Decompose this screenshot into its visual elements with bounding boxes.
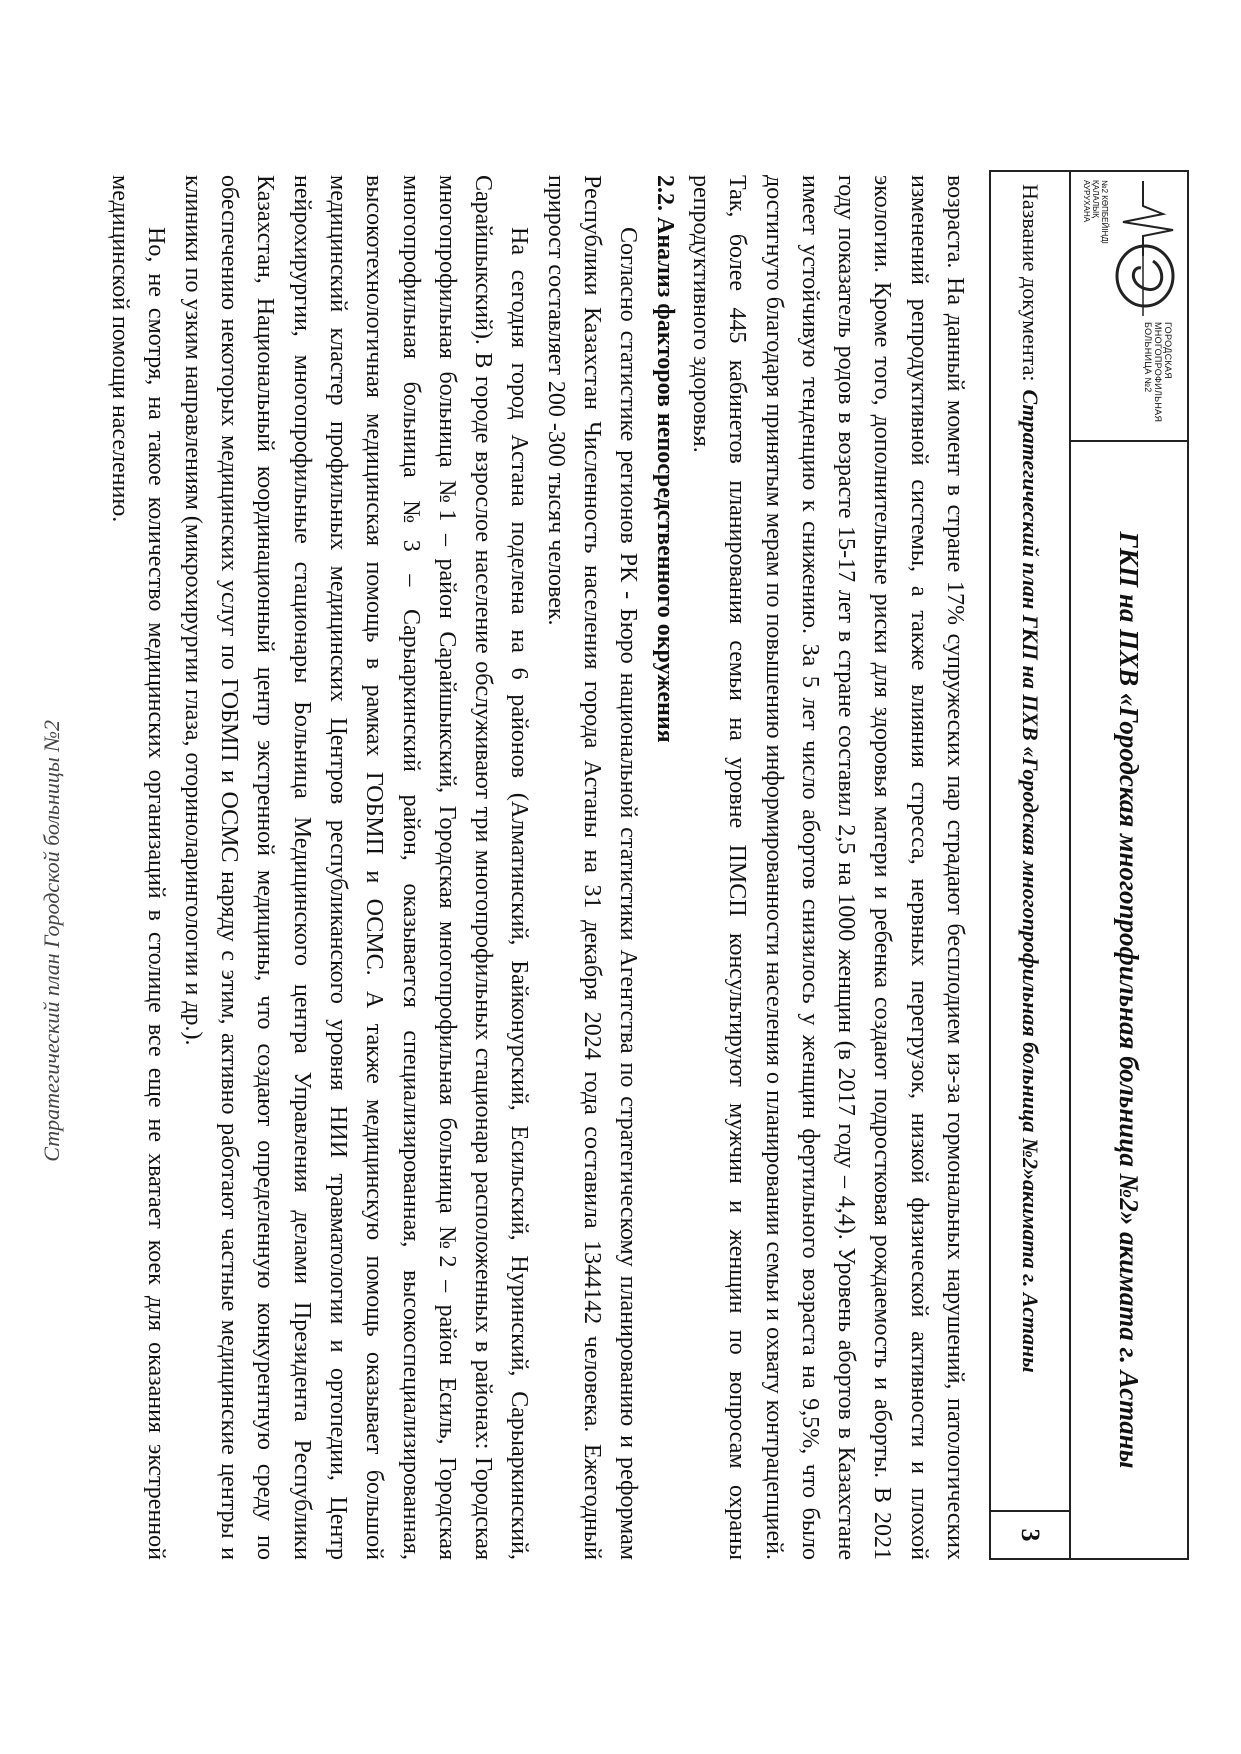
paragraph: Но, не смотря, на такое количество медицинских организаций в столице все еще не хватает коек для оказания экстренной медицинской помощи населению. <box>107 175 170 1560</box>
logo-cell <box>1069 172 1187 442</box>
header-title: ГКП на ПХВ «Городская многопрофильная больница №2» акимата г. Астаны <box>1069 442 1187 1558</box>
logo-text-ru: ГОРОДСКАЯ МНОГОПРОФИЛЬНАЯ БОЛЬНИЦА №2 <box>1143 322 1173 423</box>
hospital-logo-icon <box>1108 176 1183 321</box>
document-name-row <box>991 172 1069 1512</box>
logo-text-kz: №2 КӨПБЕЙІНДІ ҚАЛАЛЫҚ АУРУХАНА <box>1082 180 1109 244</box>
document-header <box>989 170 1189 1560</box>
page-footer: Стратегический план Городской больницы №2 <box>39 720 64 1162</box>
paragraph: возраста. На данный момент в стране 17% супружеских пар страдают бесплодием из-за гормональных нарушений, патологических изменений репродуктивной системы, а также влияния стресса, нервных перегрузок, низкой физической активности и плохой экологии. Кроме того, дополнительные риски для здоровья матери и ребенка создают подростковая рождаемость и аборты. В 2021 году показатель родов в возрасте 15-17 лет в стране составил 2,5 на 1000 женщин (в 2017 году – 4,4). Уровень абортов в Казахстане имеет устойчивую тенденцию к снижению. За 5 лет число абортов снизилось у женщин фертильного возраста на 9,5%, что было достигнуто благодаря принятым мерам по повышению информированности населения о планировании семьи и охвату контрацепцией. Так, более 445 кабинетов планирования семьи на уровне ПМСП консультируют мужчин и женщин по вопросам охраны репродуктивного здоровья. <box>687 175 968 1560</box>
document-name-label: Название документа: <box>1018 184 1043 382</box>
section-heading: 2.2. Анализ факторов непосредственного окружения <box>651 175 678 743</box>
document-body <box>102 175 973 1560</box>
page-number: 3 <box>1016 1528 1045 1542</box>
paragraph: На сегодня город Астана поделена на 6 районов (Алматинский, Байконурский, Есильский, Нуринский, Сарыаркинский, Сарайшыкский). В городе взрослое население обслуживают три многопрофильных стационара расположенных в районах: Городская многопрофильная больница №1 – район Сарайшыкский, Городская многопрофильная больница №2 – район Есиль, Городская многопрофильная больница №3 – Сарыаркинский район, оказывается специализированная, высокоспециализированная, высокотехнологичная медицинская помощь в рамках ГОБМП и ОСМС. А также медицинскую помощь оказывает большой медицинский кластер профильных медицинских Центров республиканского уровня НИИ травматологии и ортопедии, Центр нейрохирургии, многопрофильные стационары Больница Медицинского центра Управления делами Президента Республики Казахстан, Национальный координационный центр экстренной медицины, что создают определенную конкурентную среду по обеспечению некоторых медицинских услуг по ГОБМП и ОСМС наряду с этим, активно работают частные медицинские центры и клиники по узким направлениям (микрохирургии глаза, оториноларингологии и др.). <box>179 175 533 1560</box>
paragraph: Согласно статистике регионов РК - Бюро национальной статистики Агентства по стратегическому планированию и реформам Республики Казахстан Численность населения города Астаны на 31 декабря 2024 года составила 1344142 человека. Ежегодный прирост составляет 200 -300 тысяч человек. <box>542 175 642 1560</box>
document-name-value: Стратегический план ГКП на ПХВ «Городская многопрофильная больница №2»акимата г. Астаны <box>1018 389 1043 1373</box>
